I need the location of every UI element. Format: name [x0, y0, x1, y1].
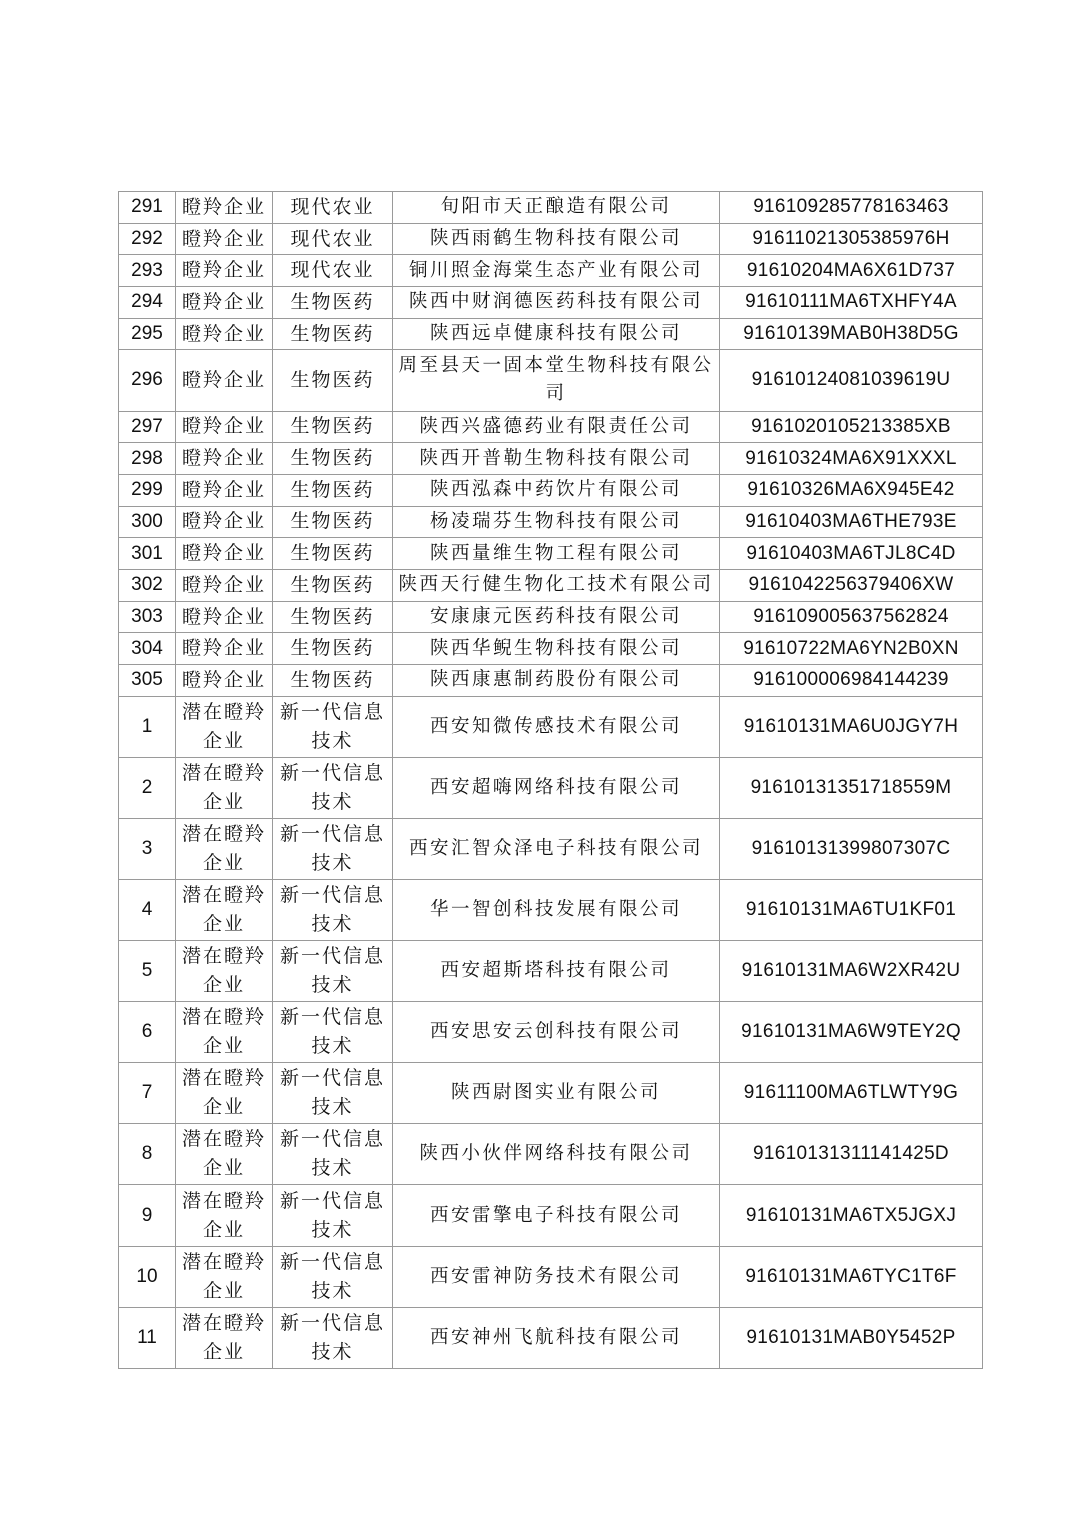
row-industry: 新一代信息技术 — [273, 880, 393, 941]
row-credit-code: 91610111MA6TXHFY4A — [720, 287, 983, 319]
row-credit-code: 91610131399807307C — [720, 818, 983, 879]
row-credit-code: 916100006984144239 — [720, 665, 983, 697]
row-category: 瞪羚企业 — [176, 506, 273, 538]
row-company-name: 铜川照金海棠生态产业有限公司 — [393, 255, 720, 287]
row-company-name: 陕西量维生物工程有限公司 — [393, 538, 720, 570]
row-credit-code: 916109285778163463 — [720, 192, 983, 224]
row-company-name: 西安汇智众泽电子科技有限公司 — [393, 818, 720, 879]
row-number: 298 — [119, 443, 176, 475]
row-category: 潜在瞪羚企业 — [176, 1307, 273, 1368]
row-industry: 生物医药 — [273, 287, 393, 319]
row-industry: 新一代信息技术 — [273, 1002, 393, 1063]
row-category: 瞪羚企业 — [176, 538, 273, 570]
table-row — [119, 1185, 983, 1246]
table-row — [119, 411, 983, 443]
row-category: 瞪羚企业 — [176, 411, 273, 443]
row-industry: 生物医药 — [273, 443, 393, 475]
table-row — [119, 443, 983, 475]
row-company-name: 陕西华鲵生物科技有限公司 — [393, 633, 720, 665]
row-company-name: 陕西尉图实业有限公司 — [393, 1063, 720, 1124]
row-number: 294 — [119, 287, 176, 319]
row-company-name: 陕西中财润德医药科技有限公司 — [393, 287, 720, 319]
row-credit-code: 91610131MAB0Y5452P — [720, 1307, 983, 1368]
row-company-name: 旬阳市天正酿造有限公司 — [393, 192, 720, 224]
row-number: 9 — [119, 1185, 176, 1246]
row-category: 潜在瞪羚企业 — [176, 880, 273, 941]
row-credit-code: 91610131MA6TYC1T6F — [720, 1246, 983, 1307]
row-credit-code: 91610131MA6U0JGY7H — [720, 696, 983, 757]
table-row — [119, 255, 983, 287]
row-category: 瞪羚企业 — [176, 569, 273, 601]
row-credit-code: 91610131MA6W2XR42U — [720, 941, 983, 1002]
row-number: 6 — [119, 1002, 176, 1063]
row-company-name: 西安超斯塔科技有限公司 — [393, 941, 720, 1002]
row-industry: 新一代信息技术 — [273, 818, 393, 879]
row-company-name: 西安超嗨网络科技有限公司 — [393, 757, 720, 818]
row-company-name: 陕西泓森中药饮片有限公司 — [393, 474, 720, 506]
table-row — [119, 601, 983, 633]
row-category: 瞪羚企业 — [176, 287, 273, 319]
row-category: 潜在瞪羚企业 — [176, 757, 273, 818]
row-industry: 生物医药 — [273, 538, 393, 570]
table-row — [119, 1002, 983, 1063]
table-row — [119, 818, 983, 879]
row-credit-code: 91610204MA6X61D737 — [720, 255, 983, 287]
row-number: 1 — [119, 696, 176, 757]
row-category: 瞪羚企业 — [176, 601, 273, 633]
row-category: 瞪羚企业 — [176, 255, 273, 287]
row-company-name: 西安雷擎电子科技有限公司 — [393, 1185, 720, 1246]
row-credit-code: 91610139MAB0H38D5G — [720, 318, 983, 350]
row-industry: 新一代信息技术 — [273, 1124, 393, 1185]
row-credit-code: 91610326MA6X945E42 — [720, 474, 983, 506]
row-category: 瞪羚企业 — [176, 633, 273, 665]
row-number: 2 — [119, 757, 176, 818]
row-company-name: 陕西兴盛德药业有限责任公司 — [393, 411, 720, 443]
table-row — [119, 506, 983, 538]
row-industry: 新一代信息技术 — [273, 696, 393, 757]
row-credit-code: 9161020105213385XB — [720, 411, 983, 443]
row-credit-code: 91610722MA6YN2B0XN — [720, 633, 983, 665]
row-company-name: 陕西开普勒生物科技有限公司 — [393, 443, 720, 475]
row-category: 潜在瞪羚企业 — [176, 1063, 273, 1124]
row-industry: 生物医药 — [273, 474, 393, 506]
row-credit-code: 91610131MA6TX5JGXJ — [720, 1185, 983, 1246]
row-category: 潜在瞪羚企业 — [176, 1124, 273, 1185]
row-category: 潜在瞪羚企业 — [176, 1002, 273, 1063]
row-number: 4 — [119, 880, 176, 941]
row-number: 8 — [119, 1124, 176, 1185]
table-row — [119, 192, 983, 224]
row-number: 292 — [119, 223, 176, 255]
row-category: 瞪羚企业 — [176, 474, 273, 506]
row-category: 瞪羚企业 — [176, 223, 273, 255]
row-number: 296 — [119, 350, 176, 411]
row-credit-code: 91610403MA6THE793E — [720, 506, 983, 538]
row-category: 潜在瞪羚企业 — [176, 1185, 273, 1246]
row-credit-code: 91611100MA6TLWTY9G — [720, 1063, 983, 1124]
row-category: 瞪羚企业 — [176, 665, 273, 697]
row-company-name: 西安思安云创科技有限公司 — [393, 1002, 720, 1063]
row-category: 潜在瞪羚企业 — [176, 941, 273, 1002]
row-number: 302 — [119, 569, 176, 601]
enterprise-list-table — [118, 191, 983, 1369]
row-company-name: 陕西天行健生物化工技术有限公司 — [393, 569, 720, 601]
row-industry: 生物医药 — [273, 318, 393, 350]
table-row — [119, 941, 983, 1002]
table-row — [119, 880, 983, 941]
table-row — [119, 1307, 983, 1368]
table-row — [119, 696, 983, 757]
row-credit-code: 91610131MA6TU1KF01 — [720, 880, 983, 941]
row-category: 瞪羚企业 — [176, 192, 273, 224]
row-industry: 新一代信息技术 — [273, 1063, 393, 1124]
row-number: 291 — [119, 192, 176, 224]
row-industry: 现代农业 — [273, 255, 393, 287]
row-industry: 生物医药 — [273, 350, 393, 411]
row-company-name: 陕西小伙伴网络科技有限公司 — [393, 1124, 720, 1185]
row-number: 299 — [119, 474, 176, 506]
row-company-name: 西安神州飞航科技有限公司 — [393, 1307, 720, 1368]
row-company-name: 西安雷神防务技术有限公司 — [393, 1246, 720, 1307]
row-category: 瞪羚企业 — [176, 318, 273, 350]
table-row — [119, 633, 983, 665]
row-category: 潜在瞪羚企业 — [176, 818, 273, 879]
table-row — [119, 318, 983, 350]
row-industry: 新一代信息技术 — [273, 1246, 393, 1307]
row-number: 295 — [119, 318, 176, 350]
table-row — [119, 1063, 983, 1124]
table-row — [119, 1124, 983, 1185]
row-number: 300 — [119, 506, 176, 538]
row-company-name: 陕西远卓健康科技有限公司 — [393, 318, 720, 350]
row-industry: 生物医药 — [273, 665, 393, 697]
row-industry: 新一代信息技术 — [273, 757, 393, 818]
row-industry: 新一代信息技术 — [273, 941, 393, 1002]
row-number: 303 — [119, 601, 176, 633]
row-industry: 生物医药 — [273, 506, 393, 538]
row-credit-code: 91610403MA6TJL8C4D — [720, 538, 983, 570]
row-number: 5 — [119, 941, 176, 1002]
row-company-name: 安康康元医药科技有限公司 — [393, 601, 720, 633]
row-number: 293 — [119, 255, 176, 287]
table-row — [119, 474, 983, 506]
row-industry: 生物医药 — [273, 411, 393, 443]
row-category: 瞪羚企业 — [176, 350, 273, 411]
row-credit-code: 91610131311141425D — [720, 1124, 983, 1185]
row-industry: 现代农业 — [273, 223, 393, 255]
table-row — [119, 287, 983, 319]
row-company-name: 周至县天一固本堂生物科技有限公司 — [393, 350, 720, 411]
row-industry: 生物医药 — [273, 601, 393, 633]
row-number: 10 — [119, 1246, 176, 1307]
row-company-name: 华一智创科技发展有限公司 — [393, 880, 720, 941]
row-industry: 新一代信息技术 — [273, 1185, 393, 1246]
table-body — [119, 192, 983, 1369]
row-company-name: 陕西雨鹤生物科技有限公司 — [393, 223, 720, 255]
row-number: 11 — [119, 1307, 176, 1368]
row-credit-code: 916109005637562824 — [720, 601, 983, 633]
row-number: 305 — [119, 665, 176, 697]
row-industry: 生物医药 — [273, 569, 393, 601]
row-credit-code: 91610324MA6X91XXXL — [720, 443, 983, 475]
table-row — [119, 350, 983, 411]
row-category: 潜在瞪羚企业 — [176, 696, 273, 757]
row-credit-code: 91610124081039619U — [720, 350, 983, 411]
row-company-name: 西安知微传感技术有限公司 — [393, 696, 720, 757]
row-credit-code: 9161042256379406XW — [720, 569, 983, 601]
row-category: 瞪羚企业 — [176, 443, 273, 475]
table-row — [119, 538, 983, 570]
row-credit-code: 91611021305385976H — [720, 223, 983, 255]
row-number: 301 — [119, 538, 176, 570]
table-row — [119, 223, 983, 255]
row-industry: 生物医药 — [273, 633, 393, 665]
row-industry: 现代农业 — [273, 192, 393, 224]
row-industry: 新一代信息技术 — [273, 1307, 393, 1368]
row-company-name: 杨凌瑞芬生物科技有限公司 — [393, 506, 720, 538]
row-company-name: 陕西康惠制药股份有限公司 — [393, 665, 720, 697]
row-category: 潜在瞪羚企业 — [176, 1246, 273, 1307]
row-number: 3 — [119, 818, 176, 879]
row-number: 7 — [119, 1063, 176, 1124]
row-number: 304 — [119, 633, 176, 665]
row-number: 297 — [119, 411, 176, 443]
table-row — [119, 757, 983, 818]
row-credit-code: 91610131351718559M — [720, 757, 983, 818]
row-credit-code: 91610131MA6W9TEY2Q — [720, 1002, 983, 1063]
table-row — [119, 1246, 983, 1307]
table-row — [119, 665, 983, 697]
table-row — [119, 569, 983, 601]
